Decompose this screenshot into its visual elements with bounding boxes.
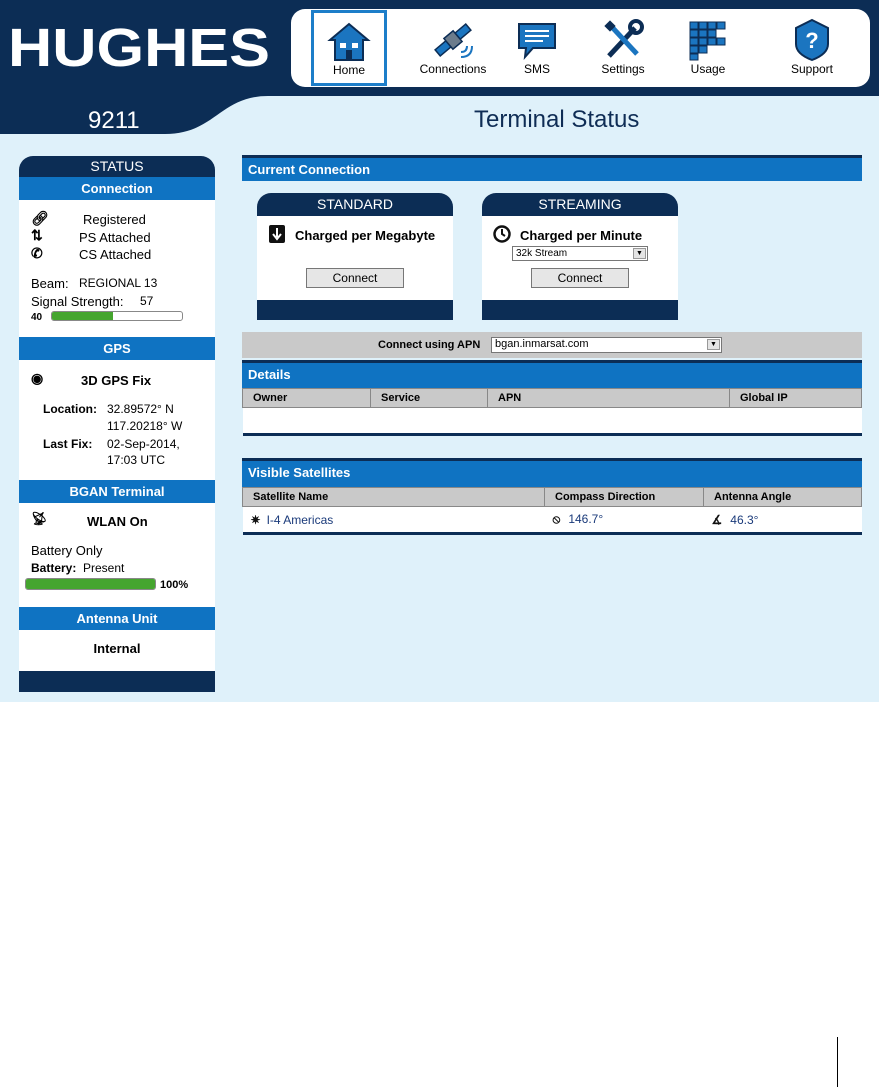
apn-select[interactable] xyxy=(491,337,722,353)
signal-strength-bar xyxy=(51,311,183,321)
last-fix-time: 17:03 UTC xyxy=(107,453,166,467)
connection-section xyxy=(19,200,215,337)
details-col-service: Service xyxy=(371,389,488,408)
nav-support-label: Support xyxy=(790,62,834,76)
hughes-logo xyxy=(8,26,272,70)
page-title: Terminal Status xyxy=(474,106,640,133)
standard-card-footer xyxy=(257,300,453,320)
details-header-row xyxy=(243,389,862,408)
battery-percent: 100% xyxy=(160,579,189,591)
compass-direction: 146.7° xyxy=(568,512,604,526)
tools-icon xyxy=(601,18,645,62)
streaming-title: STREAMING xyxy=(482,193,678,216)
signal-min-label: 40 xyxy=(31,312,43,323)
link-icon: 🔗︎ xyxy=(31,210,49,226)
sidebar-title: STATUS xyxy=(19,156,215,177)
gps-section xyxy=(19,360,215,480)
signal-strength-value: 57 xyxy=(140,294,154,308)
stream-rate-select[interactable] xyxy=(512,246,648,261)
antenna-unit-heading: Antenna Unit xyxy=(19,607,215,630)
sms-icon xyxy=(515,18,559,62)
download-arrow-icon xyxy=(269,225,285,243)
details-col-owner: Owner xyxy=(243,389,371,408)
updown-arrows-icon: ⇅ xyxy=(31,227,43,243)
nav-support[interactable] xyxy=(774,9,850,87)
angle-icon: ∡ xyxy=(711,512,723,527)
battery-label: Battery: xyxy=(31,561,77,575)
svg-text:HUGHES: HUGHES xyxy=(8,26,270,70)
antenna-angle: 46.3° xyxy=(730,512,759,527)
battery-bar xyxy=(25,578,156,590)
power-source: Battery Only xyxy=(31,543,103,558)
gps-heading: GPS xyxy=(19,337,215,360)
details-col-apn: APN xyxy=(488,389,730,408)
ps-attached-status: PS Attached xyxy=(79,230,151,245)
stream-rate-value: 32k Stream xyxy=(516,248,568,259)
connection-heading: Connection xyxy=(19,177,215,200)
gps-fix-status: 3D GPS Fix xyxy=(81,373,152,388)
apn-value: bgan.inmarsat.com xyxy=(495,338,589,350)
standard-title: STANDARD xyxy=(257,193,453,216)
details-heading: Details xyxy=(242,360,862,388)
bgan-terminal-section xyxy=(19,503,215,607)
header xyxy=(0,0,879,134)
streaming-connect-button[interactable]: Connect xyxy=(531,268,629,288)
bgan-terminal-heading: BGAN Terminal xyxy=(19,480,215,503)
chevron-down-icon[interactable]: ▼ xyxy=(633,248,646,259)
table-row xyxy=(243,507,862,534)
standard-description: Charged per Megabyte xyxy=(295,228,436,243)
satellite-name: I-4 Americas xyxy=(266,512,334,527)
registered-status: Registered xyxy=(83,212,146,227)
page-divider-line xyxy=(837,1037,838,1087)
battery-state: Present xyxy=(83,561,125,575)
nav-settings-label: Settings xyxy=(601,62,645,76)
wlan-status: WLAN On xyxy=(87,514,148,529)
beam-label: Beam: xyxy=(31,276,69,291)
terminal-model: 9211 xyxy=(88,107,140,134)
details-empty-row xyxy=(243,408,862,435)
nav-home[interactable] xyxy=(311,10,387,86)
compass-icon: ⦸ xyxy=(552,512,561,526)
satellites-col-compass: Compass Direction xyxy=(545,488,704,507)
sidebar-footer xyxy=(19,671,215,692)
cs-attached-status: CS Attached xyxy=(79,247,152,262)
satellites-header-row xyxy=(243,488,862,507)
visible-satellites-heading: Visible Satellites xyxy=(242,458,862,487)
standard-connect-button[interactable]: Connect xyxy=(306,268,404,288)
antenna-angle-cell xyxy=(704,507,862,534)
status-sidebar xyxy=(19,156,215,692)
svg-text:?: ? xyxy=(805,28,819,53)
support-help-icon xyxy=(790,18,834,62)
satellite-name-cell xyxy=(243,507,545,534)
last-fix-label: Last Fix: xyxy=(43,437,93,451)
satellites-table xyxy=(242,487,862,535)
satellites-col-name: Satellite Name xyxy=(243,488,545,507)
compass-direction-cell xyxy=(545,507,704,534)
chevron-down-icon[interactable]: ▼ xyxy=(707,339,720,350)
details-table xyxy=(242,388,862,436)
antenna-unit-value: Internal xyxy=(93,641,141,656)
location-label: Location: xyxy=(43,402,97,416)
streaming-card xyxy=(482,193,678,320)
streaming-description: Charged per Minute xyxy=(520,228,643,243)
apn-label: Connect using APN xyxy=(378,339,481,351)
nav-connections[interactable] xyxy=(415,9,491,87)
nav-home-label: Home xyxy=(332,63,365,77)
usage-grid-icon xyxy=(686,18,730,62)
apn-bar xyxy=(242,332,862,358)
beam-value: REGIONAL 13 xyxy=(79,276,158,290)
nav-sms-label: SMS xyxy=(523,62,550,76)
main-nav xyxy=(291,9,870,87)
standard-card xyxy=(257,193,453,320)
satellite-icon: ✷ xyxy=(250,512,261,527)
streaming-card-footer xyxy=(482,300,678,320)
last-fix-date: 02-Sep-2014, xyxy=(107,437,180,451)
nav-usage[interactable] xyxy=(670,9,746,87)
signal-strength-label: Signal Strength: xyxy=(31,294,124,309)
satellite-icon xyxy=(431,18,475,62)
nav-connections-label: Connections xyxy=(419,62,487,76)
nav-usage-label: Usage xyxy=(690,62,726,76)
latitude-value: 32.89572° N xyxy=(107,402,174,416)
globe-icon: ◉ xyxy=(31,370,44,386)
signal-strength-fill xyxy=(52,312,113,320)
nav-settings[interactable] xyxy=(585,9,661,87)
details-col-global-ip: Global IP xyxy=(730,389,862,408)
satellites-col-angle: Antenna Angle xyxy=(704,488,862,507)
nav-sms[interactable] xyxy=(499,9,575,87)
clock-icon xyxy=(493,225,511,243)
battery-fill xyxy=(26,579,155,589)
current-connection-heading: Current Connection xyxy=(242,155,862,181)
home-icon xyxy=(327,19,371,63)
phone-icon: ✆ xyxy=(31,245,43,261)
wlan-antenna-icon: 📡︎ xyxy=(31,511,48,526)
longitude-value: 117.20218° W xyxy=(107,419,183,433)
